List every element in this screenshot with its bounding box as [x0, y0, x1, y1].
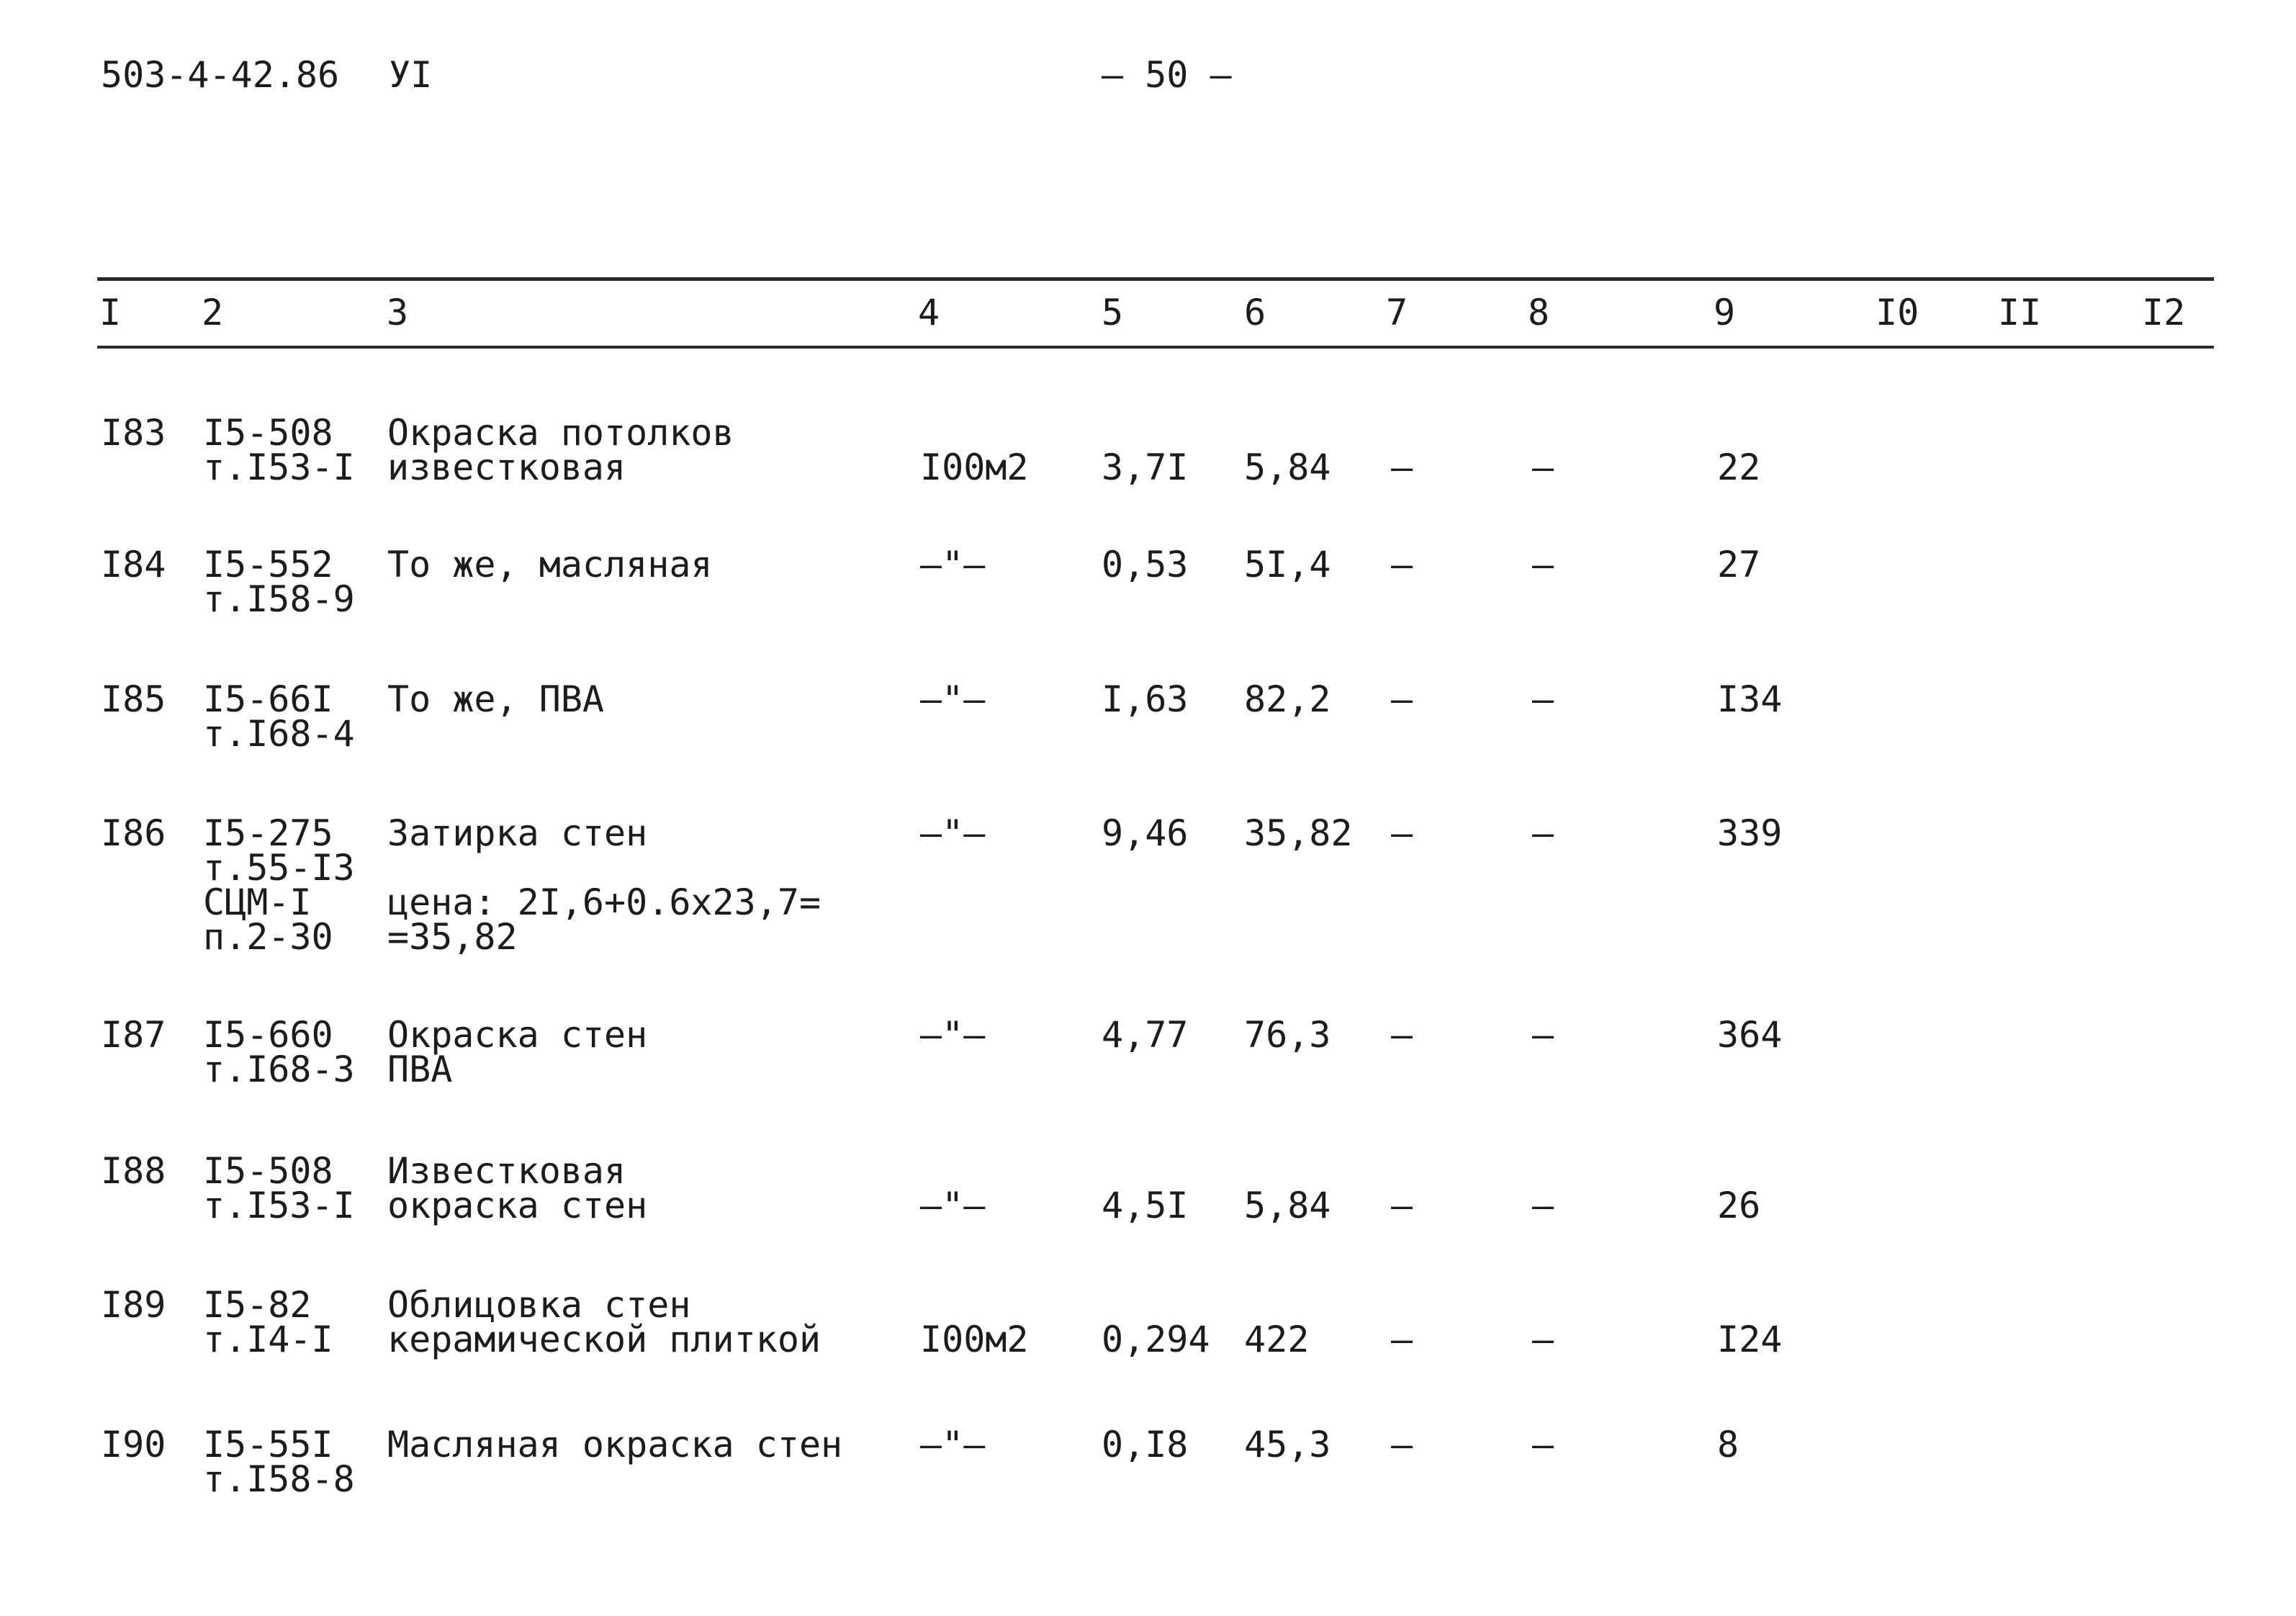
document-code: 503-4-42.86	[101, 54, 340, 96]
row-number-cell: I84	[101, 544, 166, 585]
column-number: 3	[387, 292, 409, 333]
description-cell: То же, ПВА	[387, 678, 605, 720]
column-number: II	[1998, 292, 2042, 333]
description-cell: Окраска стен ПВА	[387, 1014, 648, 1090]
price-cell: 422	[1244, 1319, 1310, 1360]
total-cell: I24	[1717, 1319, 1783, 1360]
col8-cell: –	[1532, 1319, 1554, 1360]
description-cell: Облицовка стен керамической плиткой	[387, 1284, 821, 1360]
quantity-cell: 4,77	[1102, 1014, 1189, 1056]
col7-cell: –	[1391, 1185, 1413, 1226]
price-cell: 45,3	[1244, 1424, 1331, 1465]
unit-cell: I00м2	[920, 1319, 1029, 1360]
total-cell: 26	[1717, 1185, 1761, 1226]
unit-cell: –"–	[920, 678, 986, 720]
price-cell: 82,2	[1244, 678, 1331, 720]
description-cell: Масляная окраска стен	[387, 1424, 843, 1465]
row-number-cell: I88	[101, 1150, 166, 1192]
description-cell: Затирка стен цена: 2I,6+0.6х23,7= =35,82	[387, 812, 821, 958]
code-cell: I5-82 т.I4-I	[203, 1284, 333, 1360]
quantity-cell: 0,53	[1102, 544, 1189, 585]
description-cell: То же, масляная	[387, 544, 713, 585]
column-number: 5	[1102, 292, 1124, 333]
col7-cell: –	[1391, 544, 1413, 585]
row-number-cell: I86	[101, 812, 166, 854]
price-cell: 5,84	[1244, 446, 1331, 488]
code-cell: I5-552 т.I58-9	[203, 544, 355, 620]
col8-cell: –	[1532, 678, 1554, 720]
total-cell: 339	[1717, 812, 1783, 854]
col8-cell: –	[1532, 812, 1554, 854]
code-cell: I5-66I т.I68-4	[203, 678, 355, 755]
unit-cell: I00м2	[920, 446, 1029, 488]
quantity-cell: 3,7I	[1102, 446, 1189, 488]
page-number: – 50 –	[1102, 54, 1232, 96]
price-cell: 5I,4	[1244, 544, 1331, 585]
price-cell: 5,84	[1244, 1185, 1331, 1226]
price-cell: 35,82	[1244, 812, 1353, 854]
col8-cell: –	[1532, 1185, 1554, 1226]
unit-cell: –"–	[920, 1424, 986, 1465]
col7-cell: –	[1391, 812, 1413, 854]
column-number: 2	[202, 292, 224, 333]
quantity-cell: 0,294	[1102, 1319, 1210, 1360]
unit-cell: –"–	[920, 544, 986, 585]
section-code: УI	[389, 54, 433, 96]
col7-cell: –	[1391, 446, 1413, 488]
unit-cell: –"–	[920, 1014, 986, 1056]
code-cell: I5-55I т.I58-8	[203, 1424, 355, 1500]
description-cell: Известковая окраска стен	[387, 1150, 648, 1226]
total-cell: 22	[1717, 446, 1761, 488]
row-number-cell: I83	[101, 412, 166, 454]
total-cell: 8	[1717, 1424, 1739, 1465]
total-cell: 27	[1717, 544, 1761, 585]
column-number: 7	[1386, 292, 1408, 333]
col8-cell: –	[1532, 1014, 1554, 1056]
description-cell: Окраска потолков известковая	[387, 412, 734, 488]
column-number: 6	[1244, 292, 1266, 333]
col7-cell: –	[1391, 1424, 1413, 1465]
column-number: 9	[1714, 292, 1736, 333]
col7-cell: –	[1391, 1319, 1413, 1360]
col8-cell: –	[1532, 1424, 1554, 1465]
price-cell: 76,3	[1244, 1014, 1331, 1056]
quantity-cell: 9,46	[1102, 812, 1189, 854]
column-number: I	[99, 292, 122, 333]
quantity-cell: 0,I8	[1102, 1424, 1189, 1465]
table-header-rule	[97, 346, 2214, 349]
column-number: 4	[918, 292, 940, 333]
col8-cell: –	[1532, 544, 1554, 585]
col8-cell: –	[1532, 446, 1554, 488]
unit-cell: –"–	[920, 1185, 986, 1226]
col7-cell: –	[1391, 1014, 1413, 1056]
code-cell: I5-660 т.I68-3	[203, 1014, 355, 1090]
code-cell: I5-508 т.I53-I	[203, 1150, 355, 1226]
table-top-rule	[97, 277, 2214, 281]
row-number-cell: I87	[101, 1014, 166, 1056]
column-number: 8	[1528, 292, 1550, 333]
col7-cell: –	[1391, 678, 1413, 720]
row-number-cell: I89	[101, 1284, 166, 1326]
row-number-cell: I90	[101, 1424, 166, 1465]
code-cell: I5-275 т.55-I3 СЦМ-I п.2-30	[203, 812, 355, 958]
code-cell: I5-508 т.I53-I	[203, 412, 355, 488]
column-number: I0	[1876, 292, 1919, 333]
total-cell: I34	[1717, 678, 1783, 720]
quantity-cell: 4,5I	[1102, 1185, 1189, 1226]
row-number-cell: I85	[101, 678, 166, 720]
total-cell: 364	[1717, 1014, 1783, 1056]
unit-cell: –"–	[920, 812, 986, 854]
quantity-cell: I,63	[1102, 678, 1189, 720]
column-number: I2	[2142, 292, 2186, 333]
